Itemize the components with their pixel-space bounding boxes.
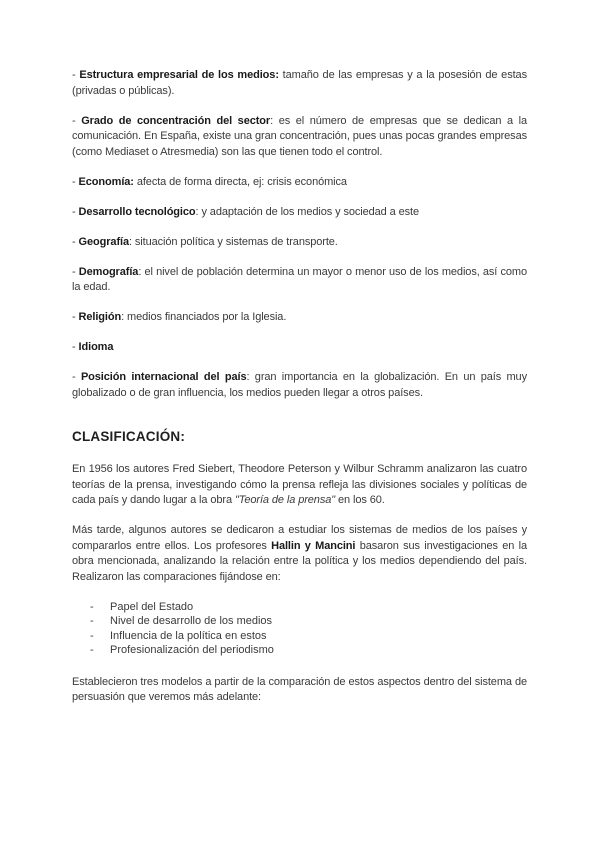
dash-marker: -	[90, 600, 94, 613]
factor-term: Estructura empresarial de los medios:	[79, 69, 279, 81]
factor-term: Economía:	[78, 175, 134, 188]
factor-term: Demografía	[78, 265, 139, 278]
dash-marker: -	[90, 629, 94, 642]
factors-list	[72, 68, 527, 401]
paragraph-press-theories: En 1956 los autores Fred Siebert, Theodore Peterson y Wilbur Schramm analizaron las cuatro teorías de la prensa, investigando cómo la prensa refleja las divisiones sociales y políticas de cada país y dando lugar a la obra "Teoría de la prensa" en los 60.	[72, 463, 527, 506]
factor-term: Posición internacional del país	[80, 371, 247, 383]
factor-description: afecta de forma directa, ej: crisis económica	[133, 175, 347, 188]
list-item: - Papel del Estado	[90, 600, 194, 613]
paragraph-hallin-mancini: Más tarde, algunos autores se dedicaron a estudiar los sistemas de medios de los países y compararlos entre ellos. Los profesores Hallin y Mancini basaron sus investigaciones en la obra mencionada, analizando la relación entre la política y los medios dependiendo del país. Realizaron las comparaciones fijándose en:	[72, 524, 527, 583]
factor-item: - Desarrollo tecnológico: y adaptación de los medios y sociedad a este	[72, 205, 420, 218]
factor-description: : es el número de empresas que se dedican a la comunicación. En España, existe una gran concentración, pues unas pocas grandes empresas (como Mediaset o Atresmedia) son las que tienen todo el control.	[72, 114, 527, 158]
section-heading: CLASIFICACIÓN:	[72, 429, 186, 444]
factor-item: - Posición internacional del país: gran importancia en la globalización. En un país muy globalizado o de gran influencia, los medios pueden llegar a otros países.	[72, 371, 527, 399]
factor-description: : situación política y sistemas de transporte.	[128, 235, 338, 248]
factor-item: - Religión: medios financiados por la Iglesia.	[72, 311, 287, 323]
dash-marker: -	[90, 615, 94, 628]
factor-item: - Demografía: el nivel de población determina un mayor o menor uso de los medios, así como la edad.	[72, 265, 527, 293]
factor-term: Geografía	[78, 235, 129, 248]
factor-item: - Economía: afecta de forma directa, ej: crisis económica	[72, 175, 347, 188]
factor-description: : y adaptación de los medios y sociedad a este	[195, 205, 420, 218]
factor-description: : medios financiados por la Iglesia.	[121, 311, 287, 323]
authors-highlight: Hallin y Mancini	[271, 539, 356, 552]
factor-term: Idioma	[78, 341, 114, 353]
list-item: - Profesionalización del periodismo	[90, 644, 274, 657]
factor-item: - Estructura empresarial de los medios: tamaño de las empresas y a la posesión de estas (privadas o públicas).	[72, 69, 527, 97]
paragraph-three-models: Establecieron tres modelos a partir de la comparación de estos aspectos dentro del sistema de persuasión que veremos más adelante:	[72, 675, 527, 704]
comparison-criteria-list	[72, 600, 527, 658]
factor-term: Grado de concentración del sector	[81, 114, 271, 127]
factor-description: : gran importancia en la globalización. En un país muy globalizado o de gran influencia, los medios pueden llegar a otros países.	[72, 371, 527, 399]
list-item: - Nivel de desarrollo de los medios	[90, 615, 273, 628]
factor-term: Desarrollo tecnológico	[78, 205, 196, 218]
factor-item: - Idioma	[72, 341, 114, 353]
factor-description: tamaño de las empresas y a la posesión de estas (privadas o públicas).	[72, 69, 527, 97]
factor-term: Religión	[78, 311, 122, 323]
factor-description: : el nivel de población determina un mayor o menor uso de los medios, así como la edad.	[72, 265, 527, 293]
book-title: "Teoría de la prensa"	[234, 494, 336, 506]
list-item: - Influencia de la política en estos	[90, 629, 267, 642]
factor-item: - Geografía: situación política y sistemas de transporte.	[72, 235, 338, 248]
factor-item: - Grado de concentración del sector: es el número de empresas que se dedican a la comunicación. En España, existe una gran concentración, pues unas pocas grandes empresas (como Mediaset o Atresmedia) son las que tienen todo el control.	[72, 114, 527, 158]
dash-marker: -	[90, 644, 94, 657]
document-page	[72, 68, 527, 720]
